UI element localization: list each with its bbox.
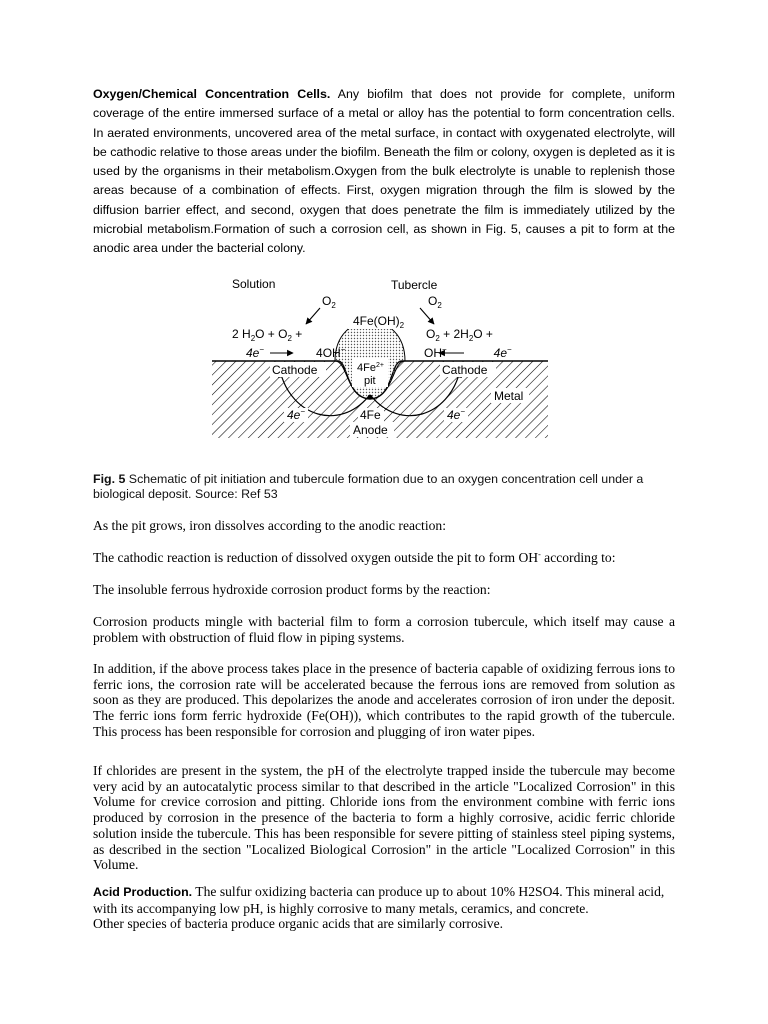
left-electron-label: 4e− xyxy=(287,407,306,422)
left-o2-arrow xyxy=(306,308,320,324)
intro-heading: Oxygen/Chemical Concentration Cells. xyxy=(93,87,331,101)
ferrous-ion-label: $4Fe^{2+}$ xyxy=(357,362,384,374)
chlorides-paragraph: If chlorides are present in the system, the pH of the electrolyte trapped inside the tubercule may become very acid by an autocatalytic process similar to that described in the article "Localized Corrosion" in this Volume for crevice corrosion and pitting. Chloride ions from the environment combine with ferric ions produced by corrosion in the presence of the bacteria to form a highly corrosive, acidic ferric chloride solution inside the tubercule. This has been responsible for severe pitting of stainless steel piping systems, as described in the section "Localized Biological Corrosion" in the article "Localized Corrosion" in this Volume. xyxy=(93,763,675,873)
metal-label: Metal xyxy=(494,389,524,403)
left-cathode-label: Cathode xyxy=(272,363,318,377)
left-o2-label: $O_2$ xyxy=(322,294,336,310)
acid-production-paragraph: Acid Production. The sulfur oxidizing bacteria can produce up to about 10% H2SO4. This mineral acid, with its accompanying low pH, is highly corrosive to many metals, ceramics, and concrete. Other species of bacteria produce organic acids that are similarly corrosive. xyxy=(93,884,665,932)
figure-caption-label: Fig. 5 xyxy=(93,472,126,486)
right-equation-line2: OH− 4e− xyxy=(424,345,512,360)
figure-caption xyxy=(93,472,683,502)
right-o2-arrow xyxy=(420,308,434,324)
anode-label: Anode xyxy=(353,423,388,437)
ferrous-oxidation-paragraph: In addition, if the above process takes place in the presence of bacteria capable of oxidizing ferrous ions to ferric ions, the corrosion rate will be accelerated because the ferrous ions are removed from solution as soon as they are produced. This depolarizes the anode and accelerates corrosion of iron under the deposit. The ferric ions form ferric hydroxide (Fe(OH)), which contributes to the rapid growth of the tubercule. This process has been responsible for corrosion and plugging of iron water pipes. xyxy=(93,661,675,739)
iron-label: 4Fe xyxy=(360,408,381,422)
anodic-paragraph: As the pit grows, iron dissolves according to the anodic reaction: xyxy=(93,518,446,533)
intro-paragraph xyxy=(93,85,675,259)
tubercule-paragraph: Corrosion products mingle with bacterial film to form a corrosion tubercule, which itself may cause a problem with obstruction of fluid flow in piping systems. xyxy=(93,614,675,645)
right-electron-label: 4e− xyxy=(447,407,466,422)
hydroxide-paragraph: The insoluble ferrous hydroxide corrosion product forms by the reaction: xyxy=(93,582,491,597)
left-equation-line1: 2 $H_2O + O_2$ + xyxy=(232,327,303,343)
solution-label: Solution xyxy=(232,277,276,291)
pit-label: pit xyxy=(364,375,376,387)
cathodic-paragraph: The cathodic reaction is reduction of dissolved oxygen outside the pit to form OH- according to: xyxy=(93,550,616,565)
left-equation-line2: 4e− 4OH− xyxy=(246,345,346,360)
right-equation-line1: $O_2 + 2H_2O$ + xyxy=(426,327,493,343)
intro-body: Any biofilm that does not provide for complete, uniform coverage of the entire immersed surface of a metal or alloy has the potential to form concentration cells. In aerated environments, uncovered area of the metal surface, in contact with oxygenated electrolyte, will be cathodic relative to those areas under the biofilm. Beneath the film or colony, oxygen is depleted as it is used by the organisms in their metabolism.Oxygen from the bulk electrolyte is unable to replenish those areas because of a combination of effects. First, oxygen migration through the film is slowed by the diffusion barrier effect, and second, oxygen that does penetrate the film is immediately utilized by the microbial metabolism.Formation of such a corrosion cell, as shown in Fig. 5, causes a pit to form at the anodic area under the bacterial colony. xyxy=(93,87,675,256)
ferrous-hydroxide-label: $4Fe(OH)_2$ xyxy=(353,314,405,330)
acid-production-heading: Acid Production. xyxy=(93,885,193,899)
figure-caption-text: Schematic of pit initiation and tubercule formation due to an oxygen concentration cell under a biological deposit. Source: Ref 53 xyxy=(93,472,644,501)
tubercle-label: Tubercle xyxy=(391,278,438,292)
right-cathode-label: Cathode xyxy=(442,363,488,377)
right-o2-label: $O_2$ xyxy=(428,294,442,310)
pit-schematic-figure xyxy=(200,268,560,448)
